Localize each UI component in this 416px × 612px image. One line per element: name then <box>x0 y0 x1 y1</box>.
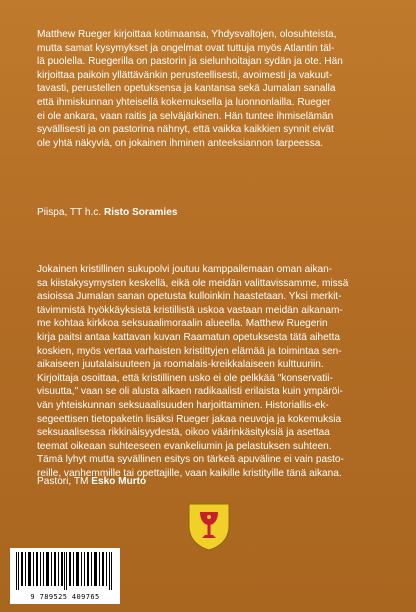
review-2-line: sa kiistakysymysten keskellä, eikä ole meidän valittavissamme, missä <box>37 277 349 289</box>
review-2-line: visuutta," vaan se oli alusta alkaen radikaalisti erilaista kuin ympäröi- <box>37 386 343 398</box>
isbn-barcode <box>10 548 120 604</box>
signature-title: Piispa, TT h.c. <box>37 207 104 218</box>
review-2-line: asioissa Jumalan sanan opetusta kulloinkin haastetaan. Yksi merkit- <box>37 291 342 303</box>
review-2-line: Jokainen kristillinen sukupolvi joutuu kamppailemaan oman aikan- <box>37 264 333 275</box>
review-2-signature <box>37 475 146 488</box>
review-2-line: segeettisen tietopaketin lisäksi Rueger jakaa neuvoja ja kokemuksia <box>37 413 342 425</box>
review-1 <box>37 28 387 150</box>
review-2 <box>37 263 387 481</box>
review-2-line: koskien, myös vertaa varhaisten kristittyjen elämää ja toimintaa sen- <box>37 345 342 357</box>
signature-name: Esko Murto <box>91 476 147 487</box>
review-1-line: tavasti, perustellen opetuksensa ja kantansa sekä Jumalan sanalla <box>37 83 336 95</box>
review-1-signature <box>37 206 177 219</box>
review-2-line: me kohtaa kirkkoa seksuaalimoraalin alueella. Matthew Ruegerin <box>37 318 328 330</box>
barcode-bars-icon <box>14 552 116 590</box>
review-1-line: lä puolella. Ruegerilla on pastorin ja sielunhoitajan sydän ja ote. Hän <box>37 56 343 68</box>
review-2-line: kirja paitsi antaa kattavan kuvan Raamatun opetuksesta tätä aihetta <box>37 331 340 343</box>
review-1-line: kirjoittaa paikoin yllättävänkin perusteellisesti, avoimesti ja vakuut- <box>37 69 333 81</box>
review-1-line: että ihmiskunnan yhteisellä kokemuksella ja luonnonlailla. Rueger <box>37 96 331 108</box>
signature-name: Risto Soramies <box>103 207 178 218</box>
review-1-line: syvällisesti ja on pastorina nähnyt, että vaikka kaikkien synnit eivät <box>37 124 334 136</box>
review-2-line: Tämä lyhyt mutta syvällinen esitys on tärkeä apuväline ei vain pasto- <box>37 454 344 466</box>
review-2-line: tävimmistä hyökkäyksistä kristillistä uskoa vastaan meidän aikanam- <box>37 304 343 316</box>
review-2-line: Kirjoittaja osoittaa, että kristillinen usko ei ole pelkkää "konservatii- <box>37 372 333 384</box>
review-2-line: seksuaalisessa rikkinäisyydestä, oikoo väärinkäsityksiä ja asettaa <box>37 427 330 439</box>
publisher-crest-icon <box>183 500 235 552</box>
review-1-line: ei ole ankara, vaan raitis ja selväjärkinen. Hän tuntee ihmiselämän <box>37 110 334 122</box>
review-1-line: Matthew Rueger kirjoittaa kotimaansa, Yhdysvaltojen, olosuhteista, <box>37 29 337 40</box>
review-2-line: reille, vanhemmille tai opettajille, vaan kaikille kristityille tänä aikana. <box>37 467 342 479</box>
isbn-number: 9 789525 409765 <box>30 593 100 601</box>
review-1-line: mutta samat kysymykset ja ongelmat ovat tuttuja myös Atlantin täl- <box>37 42 335 54</box>
signature-title: Pastori, TM <box>37 476 92 487</box>
review-1-line: ole yhtä näkyviä, on jokainen ihminen anteeksiannon tarpeessa. <box>37 137 324 149</box>
review-2-line: vän yhteiskunnan seksuaalisuuden harjoittaminen. Historiallis-ek- <box>37 399 329 411</box>
review-2-line: aikaiseen juutalaisuuteen ja roomalais-kreikkalaiseen kulttuuriin. <box>37 359 324 371</box>
review-2-line: teemat oikeaan suhteeseen evankeliumin ja pelastuksen suhteen. <box>37 440 332 452</box>
